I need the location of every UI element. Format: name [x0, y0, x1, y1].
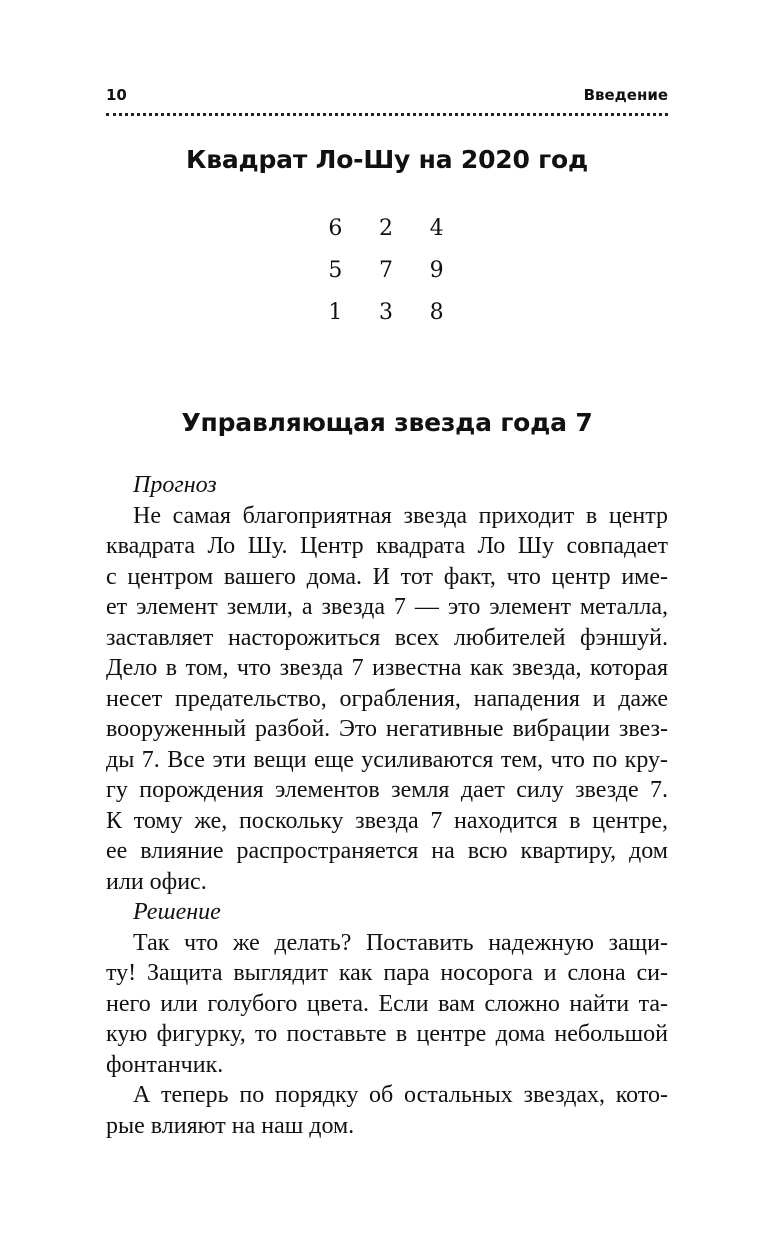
- paragraph-line: ет элемент земли, а звезда 7 — это элемент металла,: [106, 594, 668, 620]
- paragraph-line: ее влияние распространяется на всю квартиру, дом: [106, 838, 668, 864]
- paragraph-line: квадрата Ло Шу. Центр квадрата Ло Шу совпадает: [106, 533, 668, 559]
- section-heading-lo-shu: Квадрат Ло-Шу на 2020 год: [185, 145, 589, 174]
- grid-cell: 1: [328, 299, 343, 325]
- grid-row: [310, 291, 462, 333]
- forecast-label: Прогноз: [133, 472, 217, 498]
- paragraph-line: кую фигурку, то поставьте в центре дома небольшой: [106, 1021, 668, 1047]
- grid-row: [310, 207, 462, 249]
- paragraph-line: Не самая благоприятная звезда приходит в центр: [133, 502, 668, 529]
- paragraph-line: с центром вашего дома. И тот факт, что центр име-: [106, 563, 668, 590]
- page-header: [106, 84, 668, 108]
- grid-cell: 4: [429, 215, 444, 241]
- grid-cell: 2: [379, 215, 393, 241]
- grid-cell: 6: [328, 215, 343, 241]
- paragraph-line: ту! Защита выглядит как пара носорога и слона си-: [106, 960, 668, 986]
- grid-row: [310, 249, 462, 291]
- paragraph-line: фонтанчик.: [106, 1051, 224, 1078]
- body-text: [106, 470, 668, 1141]
- grid-cell: 8: [429, 299, 444, 325]
- lo-shu-grid: [310, 207, 462, 333]
- paragraph-line: ды 7. Все эти вещи еще усиливаются тем, что по кру-: [106, 746, 668, 773]
- grid-cell: 7: [379, 257, 393, 283]
- paragraph-line: несет предательство, ограбления, нападения и даже: [106, 685, 668, 712]
- solution-label: Решение: [133, 899, 221, 925]
- grid-cell: 3: [379, 299, 393, 325]
- paragraph-line: рые влияют на наш дом.: [106, 1112, 355, 1139]
- grid-cell: 9: [429, 257, 444, 283]
- page-number: 10: [106, 86, 127, 104]
- paragraph-line: него или голубого цвета. Если вам сложно найти та-: [106, 990, 668, 1017]
- paragraph-line: гу порождения элементов земля дает силу звезде 7.: [106, 777, 668, 803]
- section-heading-ruling-star: Управляющая звезда года 7: [181, 408, 593, 437]
- paragraph-line: А теперь по порядку об остальных звездах, кото-: [133, 1082, 668, 1108]
- paragraph-line: Так что же делать? Поставить надежную защи-: [133, 929, 668, 956]
- running-title: Введение: [583, 86, 668, 104]
- paragraph-line: вооруженный разбой. Это негативные вибрации звез-: [106, 716, 668, 742]
- paragraph-line: или офис.: [106, 868, 207, 895]
- paragraph-line: заставляет насторожиться всех любителей фэншуй.: [106, 624, 668, 651]
- grid-cell: 5: [328, 257, 343, 283]
- paragraph-line: Дело в том, что звезда 7 известна как звезда, которая: [106, 655, 668, 681]
- paragraph-line: К тому же, поскольку звезда 7 находится в центре,: [106, 807, 668, 834]
- header-dotted-rule: [106, 113, 668, 116]
